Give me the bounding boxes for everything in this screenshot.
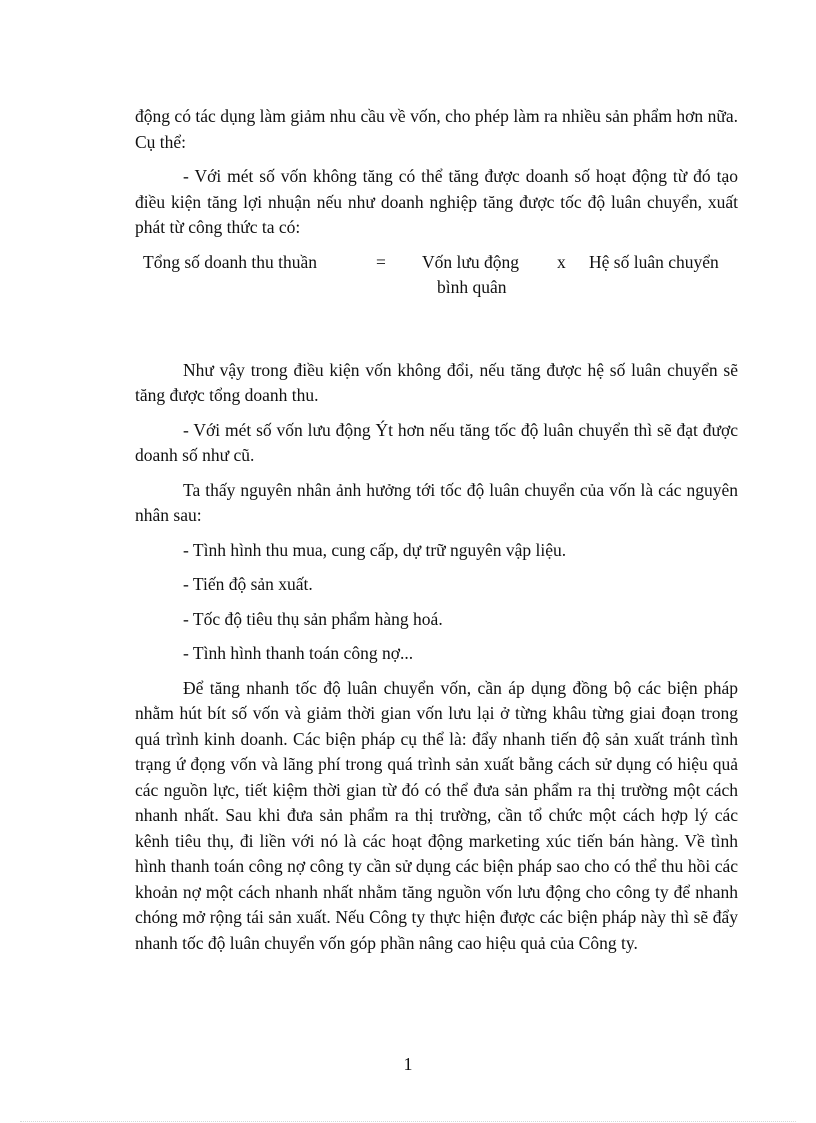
formula-turnover-ratio: Hệ số luân chuyển xyxy=(589,251,719,272)
list-item-production: - Tiến độ sản xuất. xyxy=(183,574,313,594)
formula-equals-sign: = xyxy=(376,251,386,272)
formula-net-revenue: Tổng số doanh thu thuần xyxy=(143,251,318,272)
turnover-formula xyxy=(135,250,738,302)
paragraph-intro: động có tác dụng làm giảm nhu cầu về vốn, cho phép làm ra nhiều sản phẩm hơn nữa. Cụ thể: xyxy=(135,106,738,152)
list-item-debt-payment: - Tình hình thanh toán công nợ... xyxy=(183,643,414,663)
list-item-purchasing: - Tình hình thu mua, cung cấp, dự trữ nguyên vập liệu. xyxy=(183,539,567,560)
paragraph-measures: Để tăng nhanh tốc độ luân chuyển vốn, cần áp dụng đồng bộ các biện pháp nhằm hút bít số vốn và giảm thời gian vốn lưu lại ở từng khâu từng giai đoạn trong quá trình kinh doanh. Các biện pháp cụ thể là: đẩy nhanh tiến độ sản xuất tránh tình trạng ứ đọng vốn và lãng phí trong quá trình sản xuất bằng cách sử dụng có hiệu quả các nguồn lực, tiết kiệm thời gian từ đó có thể đưa sản phẩm ra thị trường một cách nhanh nhất. Sau khi đưa sản phẩm ra thị trường, cần tổ chức một cách hợp lý các kênh tiêu thụ, đi liền với nó là các hoạt động marketing xúc tiến bán hàng. Về tình hình thanh toán công nợ công ty cần sử dụng các biện pháp sao cho có thể thu hồi các khoản nợ một cách nhanh nhất nhằm tăng nguồn vốn lưu động cho công ty để nhanh chóng mở rộng tái sản xuất. Nếu Công ty thực hiện được các biện pháp này thì sẽ đẩy nhanh tốc độ luân chuyển vốn góp phần nâng cao hiệu quả của Công ty. xyxy=(135,677,738,953)
formula-average-label: bình quân xyxy=(437,276,507,297)
paragraph-less-capital: - Với mét số vốn lưu động Ýt hơn nếu tăng tốc độ luân chuyển thì sẽ đạt được doanh số như cũ. xyxy=(135,419,738,465)
page-bottom-divider xyxy=(20,1121,796,1122)
paragraph-causes: Ta thấy nguyên nhân ảnh hưởng tới tốc độ luân chuyển của vốn là các nguyên nhân sau: xyxy=(135,479,738,525)
document-body xyxy=(135,104,738,965)
formula-working-capital: Vốn lưu động xyxy=(422,251,519,272)
paragraph-constant-capital: Như vậy trong điều kiện vốn không đổi, nếu tăng được hệ số luân chuyển sẽ tăng được tổng doanh thu. xyxy=(135,359,738,405)
formula-multiply-sign: x xyxy=(557,251,566,272)
list-item-sales-speed: - Tốc độ tiêu thụ sản phẩm hàng hoá. xyxy=(183,608,443,629)
page-number: 1 xyxy=(403,1054,413,1074)
paragraph-condition: - Với mét số vốn không tăng có thể tăng được doanh số hoạt động từ đó tạo điều kiện tăng lợi nhuận nếu như doanh nghiệp tăng được tốc độ luân chuyển, xuất phát từ công thức ta có: xyxy=(135,166,738,237)
